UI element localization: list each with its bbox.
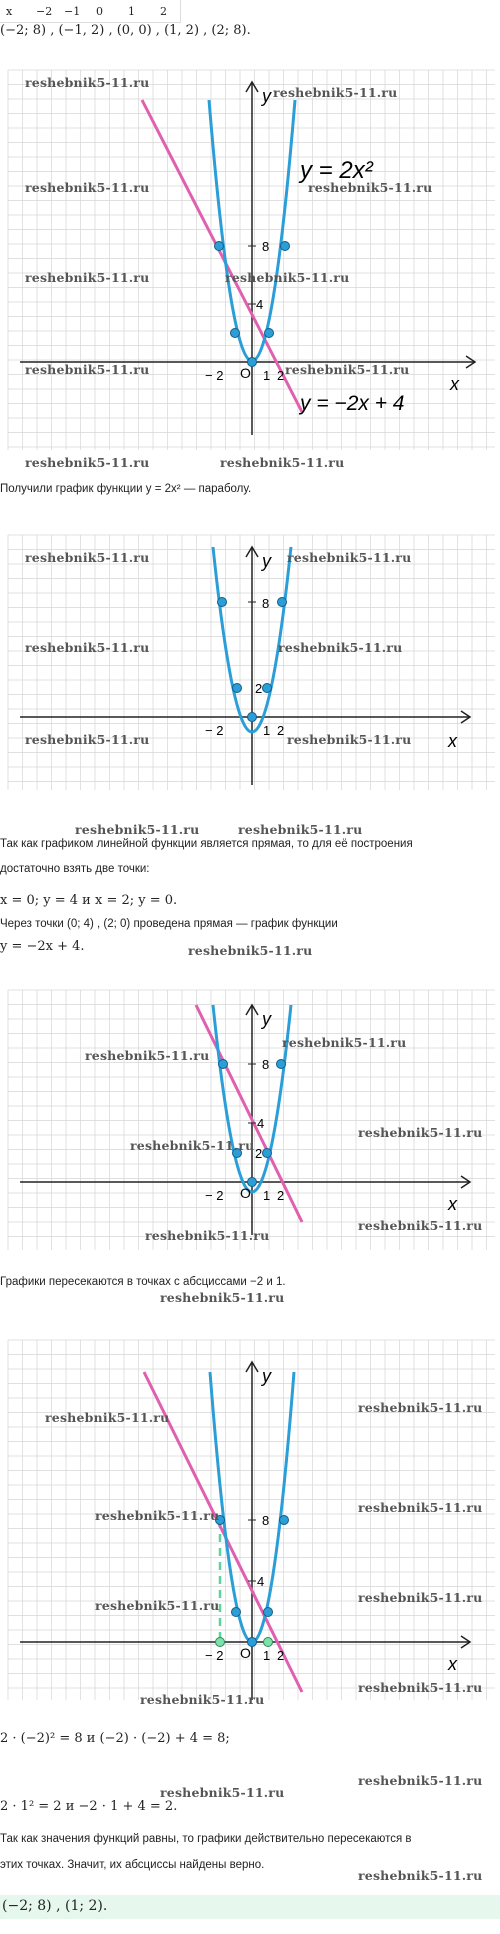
watermark: reshebnik5-11.ru <box>358 1773 483 1788</box>
watermark: reshebnik5-11.ru <box>285 362 410 377</box>
watermark: reshebnik5-11.ru <box>220 455 345 470</box>
tick-label: 1 <box>263 723 271 738</box>
tick-label: 1 <box>263 368 271 383</box>
formula-line: y = −2x + 4 <box>300 392 405 415</box>
watermark: reshebnik5-11.ru <box>358 1868 483 1883</box>
point <box>248 713 257 722</box>
tick-label: 8 <box>262 1513 270 1528</box>
formula-parabola: y = 2x² <box>300 157 373 184</box>
watermark: reshebnik5-11.ru <box>358 1590 483 1605</box>
values-table <box>0 0 181 23</box>
watermark: reshebnik5-11.ru <box>25 270 150 285</box>
point <box>281 242 290 251</box>
tick-label: 2 <box>277 368 285 383</box>
tick-label: 2 <box>277 723 285 738</box>
y-axis-label: y <box>262 551 271 571</box>
x-axis-label: x <box>448 731 457 751</box>
watermark: reshebnik5-11.ru <box>358 1125 483 1140</box>
watermark: reshebnik5-11.ru <box>25 362 150 377</box>
table-cell: −1 <box>64 5 81 18</box>
origin-label: O <box>240 365 251 381</box>
origin-label: O <box>240 1185 251 1201</box>
table-cell: 2 <box>160 5 167 18</box>
watermark: reshebnik5-11.ru <box>95 1598 220 1613</box>
x-axis-label: x <box>448 1194 457 1214</box>
answer-box <box>0 1895 500 1919</box>
watermark: reshebnik5-11.ru <box>358 1680 483 1695</box>
watermark: reshebnik5-11.ru <box>282 1035 407 1050</box>
point <box>280 1516 289 1525</box>
tick-label: 8 <box>262 239 270 254</box>
watermark: reshebnik5-11.ru <box>85 1048 210 1063</box>
point-green <box>216 1638 225 1647</box>
y-axis-label: y <box>262 1009 271 1029</box>
x-axis-label: x <box>450 374 459 394</box>
text-linear-2: достаточно взять две точки: <box>0 863 150 875</box>
watermark: reshebnik5-11.ru <box>238 822 363 837</box>
table-cell: −2 <box>36 5 53 18</box>
check-1: 2 · (−2)² = 8 и (−2) · (−2) + 4 = 8; <box>0 1731 230 1746</box>
tick-label: 8 <box>262 1057 270 1072</box>
watermark: reshebnik5-11.ru <box>95 1508 220 1523</box>
watermark: reshebnik5-11.ru <box>130 1138 255 1153</box>
table-cell: 1 <box>128 5 135 18</box>
tick-label: 1 <box>263 1648 271 1663</box>
tick-label: 4 <box>257 1116 265 1131</box>
point <box>278 598 287 607</box>
watermark: reshebnik5-11.ru <box>358 1218 483 1233</box>
watermark: reshebnik5-11.ru <box>160 1785 285 1800</box>
points-line: (−2; 8) , (−1, 2) , (0, 0) , (1, 2) , (2; 8). <box>0 23 251 38</box>
y-axis-label: y <box>262 1366 271 1386</box>
point <box>263 1149 272 1158</box>
watermark: reshebnik5-11.ru <box>145 1228 270 1243</box>
point <box>277 1060 286 1069</box>
tick-label: 1 <box>263 1188 271 1203</box>
tick-label: − 2 <box>205 1648 224 1663</box>
tick-label: 4 <box>256 297 264 312</box>
point-green <box>264 1638 273 1647</box>
point <box>219 1060 228 1069</box>
answer-text: (−2; 8) , (1; 2). <box>2 1898 108 1914</box>
watermark: reshebnik5-11.ru <box>287 550 412 565</box>
tick-label: 2 <box>255 681 263 696</box>
point <box>233 684 242 693</box>
point <box>232 1608 241 1617</box>
text-conclusion-2: этих точках. Значит, их абсциссы найдены верно. <box>0 1859 265 1871</box>
watermark: reshebnik5-11.ru <box>225 270 350 285</box>
watermark: reshebnik5-11.ru <box>188 943 313 958</box>
tick-label: 2 <box>277 1188 285 1203</box>
text-through-2: y = −2x + 4. <box>0 939 85 954</box>
watermark: reshebnik5-11.ru <box>308 180 433 195</box>
watermark: reshebnik5-11.ru <box>358 1400 483 1415</box>
x-axis-label: x <box>448 1654 457 1674</box>
watermark: reshebnik5-11.ru <box>160 1290 285 1305</box>
text-linear-1: Так как графиком линейной функции является прямая, то для её построения <box>0 838 413 850</box>
graph-3 <box>0 960 500 1260</box>
origin-label: O <box>240 1645 251 1661</box>
text-points: x = 0; y = 4 и x = 2; y = 0. <box>0 893 178 908</box>
watermark: reshebnik5-11.ru <box>75 822 200 837</box>
point <box>231 329 240 338</box>
table-cell: 0 <box>96 5 103 18</box>
watermark: reshebnik5-11.ru <box>25 455 150 470</box>
watermark: reshebnik5-11.ru <box>278 640 403 655</box>
watermark: reshebnik5-11.ru <box>140 1692 265 1707</box>
tick-label: − 2 <box>205 368 224 383</box>
tick-label: 2 <box>277 1648 285 1663</box>
text-through-1: Через точки (0; 4) , (2; 0) проведена прямая — график функции <box>0 918 338 930</box>
text-parabola: Получили график функции y = 2x² — параболу. <box>0 483 252 495</box>
text-intersect: Графики пересекаются в точках с абсциссами −2 и 1. <box>0 1276 286 1288</box>
point <box>265 329 274 338</box>
watermark: reshebnik5-11.ru <box>25 640 150 655</box>
tick-label: 4 <box>257 1574 265 1589</box>
watermark: reshebnik5-11.ru <box>25 75 150 90</box>
point <box>215 242 224 251</box>
y-axis-label: y <box>262 86 271 106</box>
watermark: reshebnik5-11.ru <box>45 1410 170 1425</box>
tick-label: 8 <box>262 596 270 611</box>
point <box>218 598 227 607</box>
graph-1 <box>0 40 500 460</box>
tick-label: − 2 <box>205 723 224 738</box>
watermark: reshebnik5-11.ru <box>273 85 398 100</box>
point <box>264 1608 273 1617</box>
watermark: reshebnik5-11.ru <box>287 732 412 747</box>
tick-label: − 2 <box>205 1188 224 1203</box>
text-conclusion-1: Так как значения функций равны, то графики действительно пересекаются в <box>0 1833 412 1845</box>
tick-label: 2 <box>255 1146 263 1161</box>
check-2: 2 · 1² = 2 и −2 · 1 + 4 = 2. <box>0 1799 178 1814</box>
table-cell: x <box>6 5 13 18</box>
watermark: reshebnik5-11.ru <box>25 550 150 565</box>
watermark: reshebnik5-11.ru <box>25 180 150 195</box>
point <box>263 684 272 693</box>
watermark: reshebnik5-11.ru <box>25 732 150 747</box>
watermark: reshebnik5-11.ru <box>358 1500 483 1515</box>
